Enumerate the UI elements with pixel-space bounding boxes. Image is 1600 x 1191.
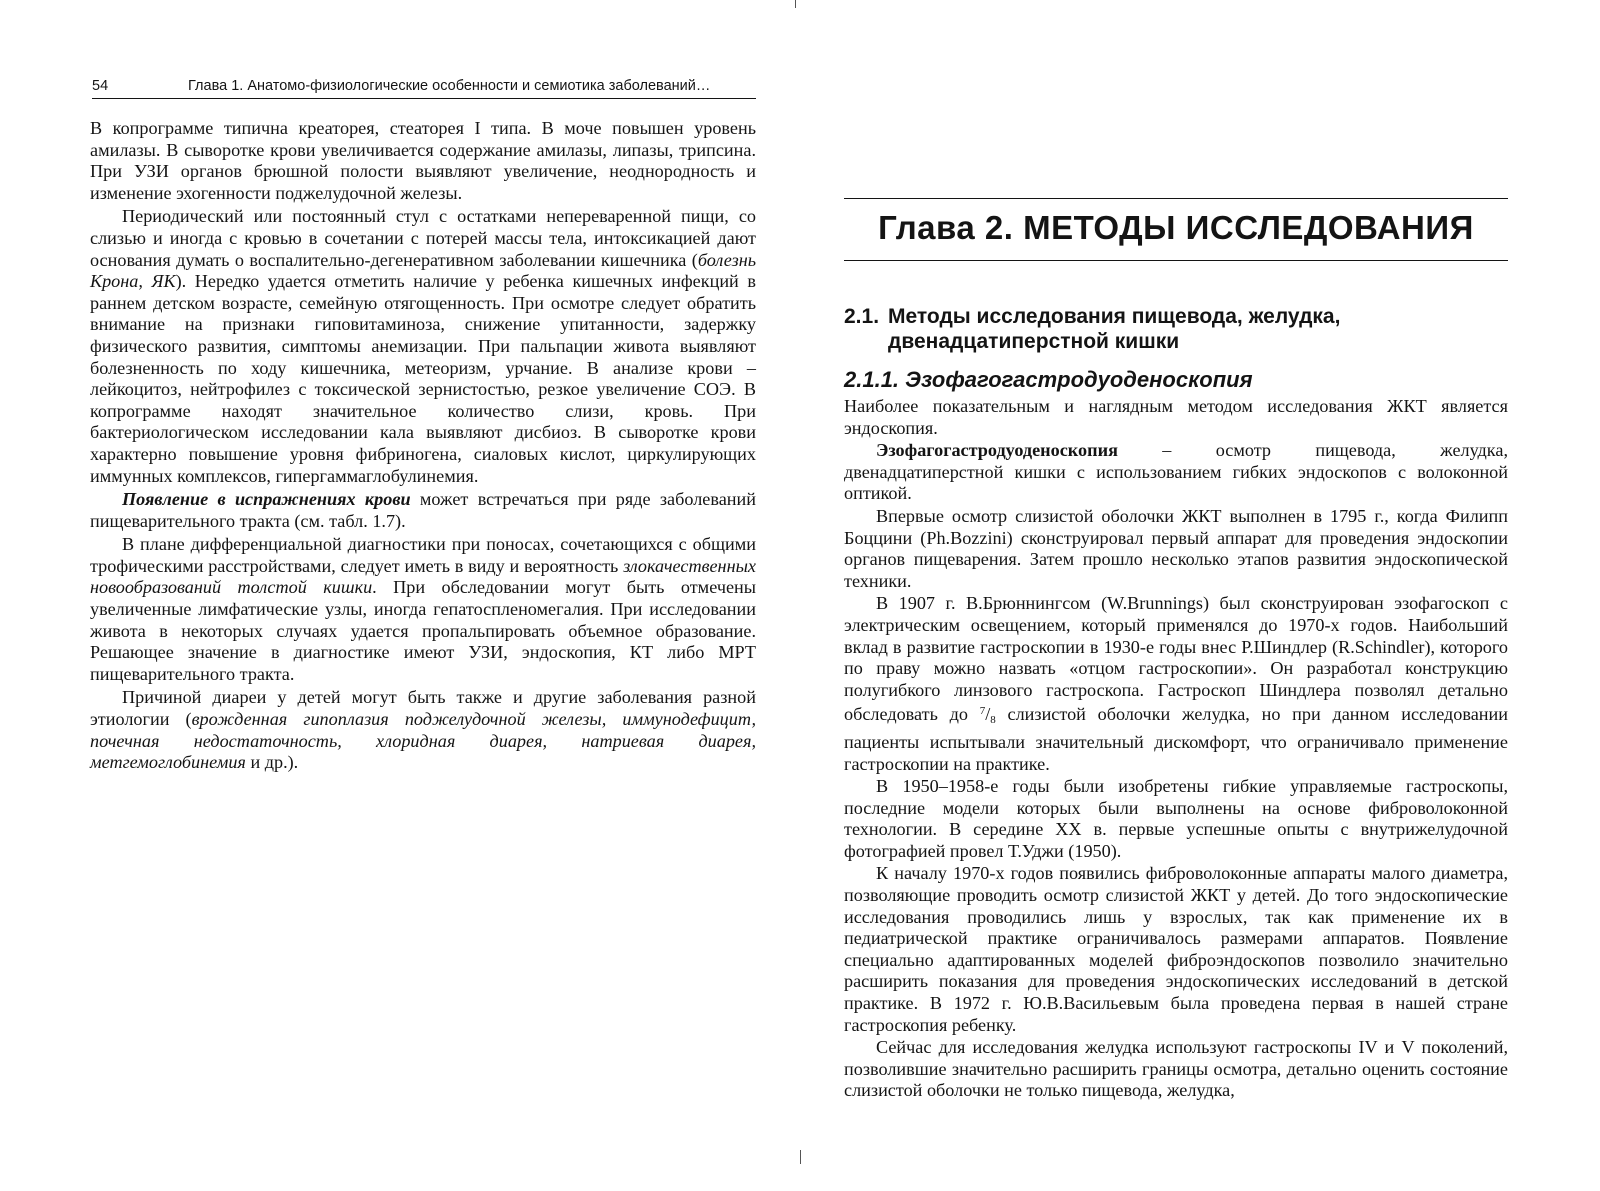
paragraph: В копрограмме типична креаторея, стеаторея I типа. В моче повышен уровень амилазы. В сыворотке крови увеличивается содержание амилазы, липазы, трипсина. При УЗИ органов брюшной полости выявляют увеличение, неоднородность и изменение эхогенности поджелудочной железы. xyxy=(90,118,756,203)
section-title: 2.1. Методы исследования пищевода, желудка, двенадцатиперстной кишки xyxy=(844,305,1341,353)
running-head xyxy=(92,76,756,99)
paragraph: К началу 1970-х годов появились фиброволоконные аппараты малого диаметра, позволяющие проводить осмотр слизистой ЖКТ у детей. До того эндоскопические исследования проводились лишь у взрослых, так как применение их в педиатрической практике ограничивалось размерами аппаратов. Появление специально адаптированных моделей фиброэндоскопов позволило значительно расширить показания для проведения эндоскопических исследований в детской практике. В 1972 г. Ю.В.Васильевым была проведена первая в нашей стране гастроскопия ребенку. xyxy=(844,863,1508,1035)
chapter-title: Глава 2. МЕТОДЫ ИССЛЕДОВАНИЯ xyxy=(878,209,1474,246)
paragraph: Появление в испражнениях крови может встречаться при ряде заболеваний пищеварительного тракта (см. табл. 1.7). xyxy=(90,489,756,531)
paragraph: Периодический или постоянный стул с остатками непереваренной пищи, со слизью и иногда с кровью в сочетании с потерей массы тела, интоксикацией дают основания думать о воспалительно-дегенеративном заболевании кишечника (болезнь Крона, ЯК). Нередко удается отметить наличие у ребенка кишечных инфекций в раннем детском возрасте, семейную отягощенность. При осмотре следует обратить внимание на признаки гиповитаминоза, снижение упитанности, задержку физического развития, симптомы анемизации. При пальпации живота выявляют болезненность по ходу кишечника, метеоризм, урчание. В анализе крови – лейкоцитоз, нейтрофилез с токсической зернистостью, резкое увеличение СОЭ. В копрограмме находят значительное количество слизи, кровь. При бактериологическом исследовании кала выявляют дисбиоз. В сыворотке крови характерно повышение уровня фибриногена, сиаловых кислот, циркулирующих иммунных комплексов, гипергаммаглобулинемия. xyxy=(90,206,756,486)
paragraph: Эзофагогастродуоденоскопия – осмотр пищевода, желудка, двенадцатиперстной кишки с использованием гибких эндоскопов с волоконной оптикой. xyxy=(844,440,1508,504)
page-number: 54 xyxy=(92,78,109,94)
paragraph: Сейчас для исследования желудка используют гастроскопы IV и V поколений, позволившие значительно расширить границы осмотра, детально оценить состояние слизистой оболочки не только пищевода, желудка, xyxy=(844,1037,1508,1101)
chapter-rule-top xyxy=(844,198,1508,199)
definition-term: Эзофагогастродуоденоскопия xyxy=(876,440,1118,461)
paragraph: В 1907 г. В.Брюннингсом (W.Brunnings) был сконструирован эзофагоскоп с электрическим освещением, который применялся до 1970-х годов. Наибольший вклад в развитие гастроскопии в 1930-е годы внес Р.Шиндлер (R.Schindler), которого по праву можно назвать «отцом гастроскопии». Он разработал конструкцию полугибкого линзового гастроскопа. Гастроскоп Шиндлера позволял детально обследовать до $^7/_8$ слизистой оболочки желудка, но при данном исследовании пациенты испытывали значительный дискомфорт, что ограничивало применение гастроскопии на практике. xyxy=(844,593,1508,774)
running-head-title: Глава 1. Анатомо-физиологические особенности и семиотика заболеваний… xyxy=(188,78,711,94)
paragraph: Причиной диареи у детей могут быть также и другие заболевания разной этиологии (врожденная гипоплазия поджелудочной железы, иммунодефицит, почечная недостаточность, хлоридная диарея, натриевая диарея, метгемоглобинемия и др.). xyxy=(90,687,756,773)
paragraph: Впервые осмотр слизистой оболочки ЖКТ выполнен в 1795 г., когда Филипп Боццини (Ph.Bozzini) сконструировал первый аппарат для проведения эндоскопии органов пищеварения. Затем прошло несколько этапов развития эндоскопической техники. xyxy=(844,505,1508,591)
paragraph: В 1950–1958-е годы были изобретены гибкие управляемые гастроскопы, последние модели которых были выполнены на основе фиброволоконной технологии. В середине XX в. первые успешные опыты с внутрижелудочной фотографией провел Т.Уджи (1950). xyxy=(844,776,1508,861)
paragraph: Наиболее показательным и наглядным методом исследования ЖКТ является эндоскопия. xyxy=(844,396,1508,438)
right-text-column xyxy=(844,396,1508,1102)
left-text-column xyxy=(90,118,756,774)
subsection-title: 2.1.1. Эзофагогастродуоденоскопия xyxy=(844,367,1253,392)
section-number: 2.1. xyxy=(844,305,880,328)
paragraph: В плане дифференциальной диагностики при поносах, сочетающихся с общими трофическими расстройствами, следует иметь в виду и вероятность злокачественных новообразований толстой кишки. При обследовании могут быть отмечены увеличенные лимфатические узлы, иногда гепатоспленомегалия. При исследовании живота в некоторых случаях удается пропальпировать объемное образование. Решающее значение в диагностике имеют УЗИ, эндоскопия, КТ либо МРТ пищеварительного тракта. xyxy=(90,534,756,684)
emphasis-term: Появление в испражнениях крови xyxy=(122,489,411,510)
right-page xyxy=(800,0,1600,1191)
chapter-rule-bottom xyxy=(844,260,1508,261)
